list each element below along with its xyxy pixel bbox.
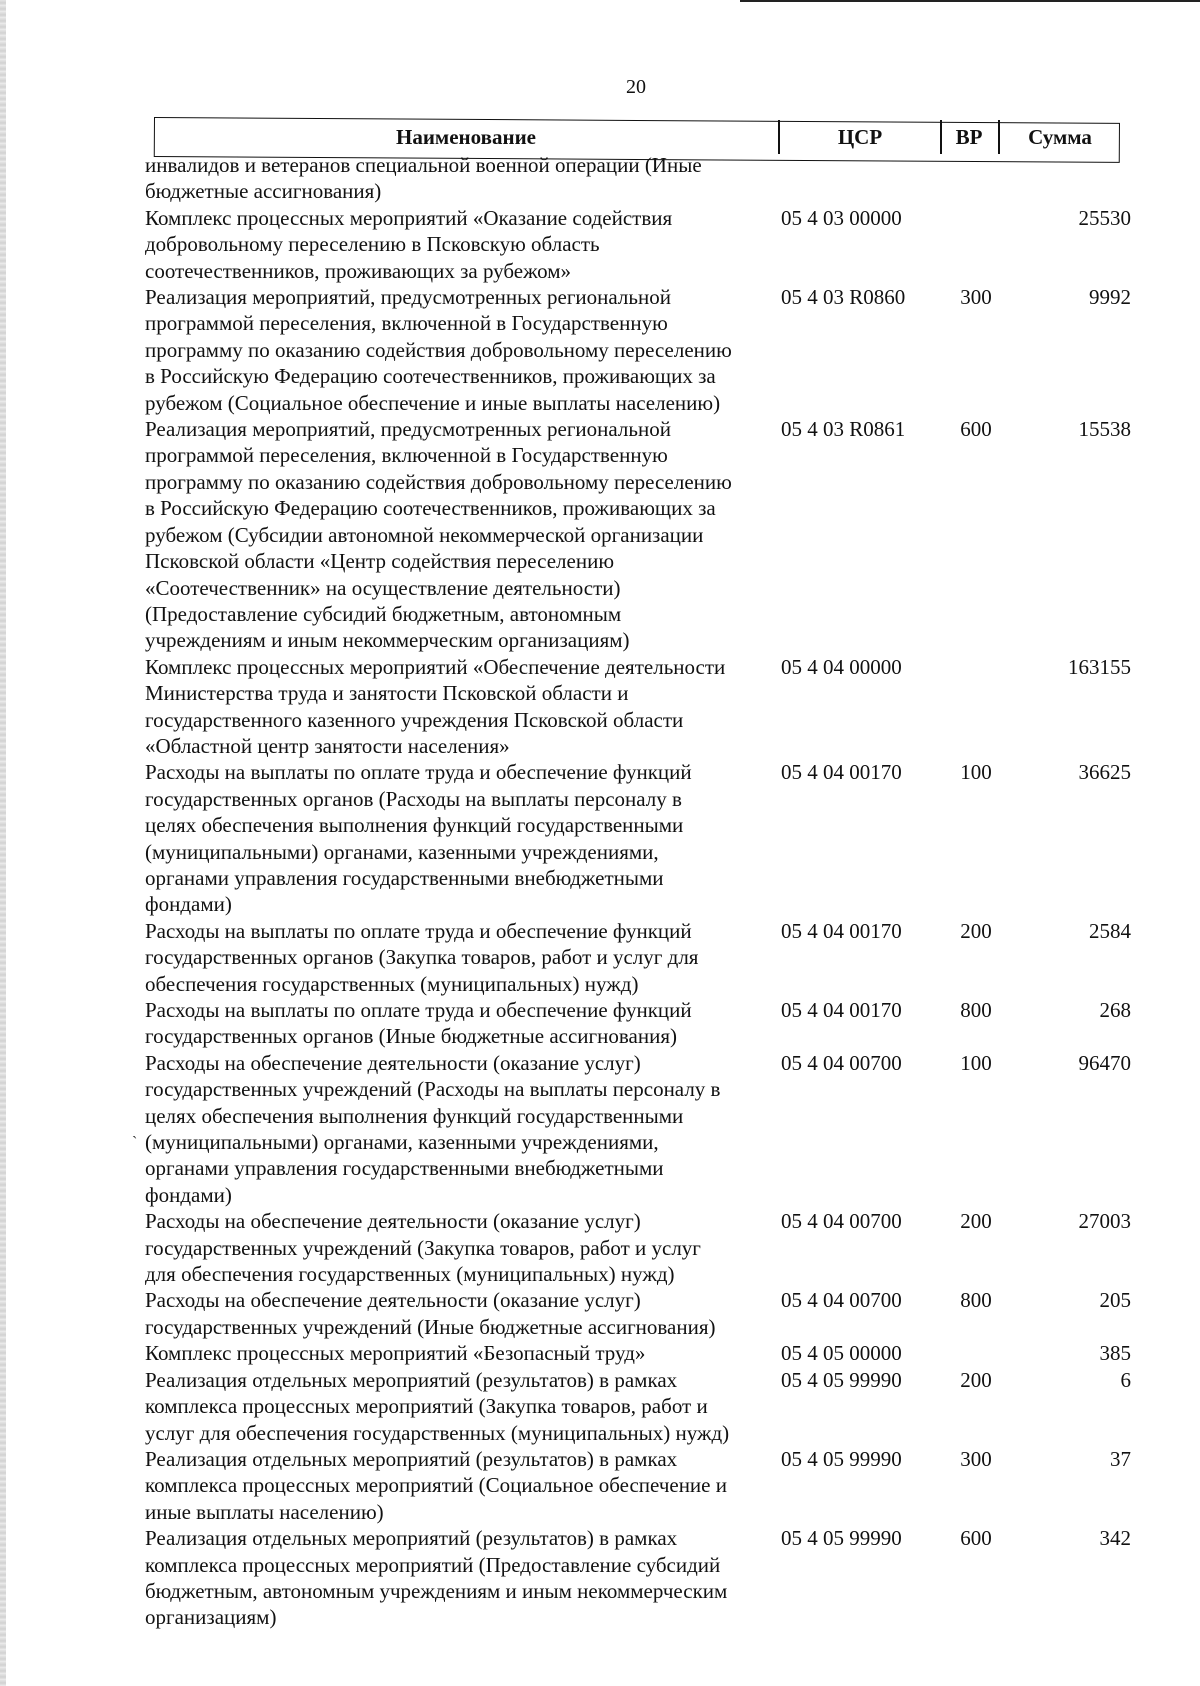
row-vr [941,654,1011,760]
row-name: Расходы на выплаты по оплате труда и обеспечение функций государственных органов (Расходы на выплаты персоналу в целях обеспечения выполнения функций государственными (муниципальными) органами, казенными учреждениями, органами управления государственными внебюджетными фондами) [145,760,692,917]
header-csr: ЦСР [837,125,883,149]
row-sum: 36625 [1078,760,1131,785]
row-name: Реализация мероприятий, предусмотренных региональной программой переселения, включенной в Государственную программу по оказанию содействия добровольному переселению в Российскую Федерацию соотечественников, проживающих за рубежом (Социальное обеспечение и иные выплаты населению) [145,285,732,415]
row-csr: 05 4 05 99990 [781,1526,902,1551]
table-row [145,1340,1135,1366]
table-row [145,152,1135,205]
table-row [145,284,1135,416]
page-number: 20 [626,76,646,98]
header-vr: ВР [955,125,983,149]
row-vr [941,1340,1011,1366]
row-vr [941,205,1011,284]
row-sum: 163155 [1068,654,1131,679]
row-sum: 6 [1120,1367,1131,1392]
row-name: Комплекс процессных мероприятий «Безопасный труд» [145,1341,646,1366]
table-row [145,1208,1135,1287]
row-name: Расходы на обеспечение деятельности (оказание услуг) государственных учреждений (Закупка товаров, работ и услуг для обеспечения государственных (муниципальных) нужд) [145,1209,701,1287]
row-csr: 05 4 04 00170 [781,998,902,1022]
row-vr: 100 [960,760,992,785]
row-name: Комплекс процессных мероприятий «Обеспечение деятельности Министерства труда и занятости Псковской области и государственного казенного учреждения Псковской области «Областной центр занятости населения» [145,654,726,758]
row-vr: 800 [960,998,992,1022]
row-name: Расходы на обеспечение деятельности (оказание услуг) государственных учреждений (Иные бюджетные ассигнования) [145,1288,716,1339]
row-name: Комплекс процессных мероприятий «Оказание содействия добровольному переселению в Псковскую область соотечественников, проживающих за рубежом» [145,205,673,283]
table-header [154,117,1120,157]
row-sum: 205 [1099,1288,1131,1313]
table-row [145,918,1135,997]
row-sum: 96470 [1078,1050,1131,1075]
row-sum: 25530 [1078,205,1131,230]
scan-artifact-mark: ` [132,1134,138,1151]
row-name: Реализация отдельных мероприятий (результатов) в рамках комплекса процессных мероприятий (Социальное обеспечение и иные выплаты населению) [145,1446,727,1524]
row-name: Расходы на выплаты по оплате труда и обеспечение функций государственных органов (Закупка товаров, работ и услуг для обеспечения государственных (муниципальных) нужд) [145,918,699,996]
row-csr: 05 4 04 00170 [781,918,902,943]
row-vr: 200 [960,1367,992,1392]
table-row [145,654,1135,760]
row-vr: 300 [960,1446,992,1471]
row-vr: 200 [960,1209,992,1234]
row-sum: 342 [1099,1526,1131,1551]
row-name: Реализация отдельных мероприятий (результатов) в рамках комплекса процессных мероприятий (Закупка товаров, работ и услуг для обеспечения государственных (муниципальных) нужд) [145,1367,730,1445]
table-row [145,205,1135,284]
row-sum: 15538 [1078,417,1131,442]
row-vr [941,152,1011,205]
scan-edge-top [740,0,1200,2]
table-row [145,416,1135,654]
row-csr: 05 4 04 00700 [781,1050,902,1075]
row-csr: 05 4 04 00000 [781,654,902,679]
row-csr: 05 4 04 00700 [781,1288,902,1313]
table-body [145,152,1135,1631]
row-vr: 600 [960,417,992,442]
row-sum: 27003 [1078,1209,1131,1234]
row-name: Расходы на обеспечение деятельности (оказание услуг) государственных учреждений (Расходы на выплаты персоналу в целях обеспечения выполнения функций государственными (муниципальными) органами, казенными учреждениями, органами управления государственными внебюджетными фондами) [145,1050,721,1207]
row-name: Реализация отдельных мероприятий (результатов) в рамках комплекса процессных мероприятий (Предоставление субсидий бюджетным, автономным учреждениям и иным некоммерческим организациям) [145,1526,728,1630]
table-row [145,1050,1135,1208]
row-name: Реализация мероприятий, предусмотренных региональной программой переселения, включенной в Государственную программу по оказанию содействия добровольному переселению в Российскую Федерацию соотечественников, проживающих за рубежом (Субсидии автономной некоммерческой организации Псковской области «Центр содействия переселению «Соотечественник» на осуществление деятельности) (Предоставление субсидий бюджетным, автономным учреждениям и иным некоммерческим организациям) [145,417,732,653]
scan-edge-left [0,0,6,1686]
row-sum [1011,152,1131,205]
row-vr: 200 [960,918,992,943]
row-name: инвалидов и ветеранов специальной военной операции (Иные бюджетные ассигнования) [145,153,702,204]
row-csr: 05 4 03 00000 [781,205,902,230]
table-row [145,759,1135,917]
row-sum: 37 [1110,1446,1131,1471]
table-row [145,1287,1135,1340]
table-row [145,1367,1135,1446]
header-sum: Сумма [1028,125,1092,149]
table-row [145,1525,1135,1631]
row-vr: 300 [960,285,992,310]
row-vr: 600 [960,1526,992,1551]
row-sum: 268 [1099,998,1131,1022]
row-csr: 05 4 04 00170 [781,760,902,785]
row-csr: 05 4 03 R0861 [781,417,906,442]
row-sum: 2584 [1089,918,1131,943]
row-vr: 800 [960,1288,992,1313]
table-row [145,997,1135,1050]
table-row [145,1446,1135,1525]
row-csr: 05 4 03 R0860 [781,285,906,310]
row-sum: 385 [1099,1341,1131,1366]
row-name: Расходы на выплаты по оплате труда и обеспечение функций государственных органов (Иные бюджетные ассигнования) [145,998,692,1049]
row-sum: 9992 [1089,285,1131,310]
row-csr [777,152,941,205]
row-csr: 05 4 05 99990 [781,1367,902,1392]
row-vr: 100 [960,1050,992,1075]
row-csr: 05 4 04 00700 [781,1209,902,1234]
header-name: Наименование [396,125,536,149]
row-csr: 05 4 05 99990 [781,1446,902,1471]
row-csr: 05 4 05 00000 [781,1341,902,1366]
